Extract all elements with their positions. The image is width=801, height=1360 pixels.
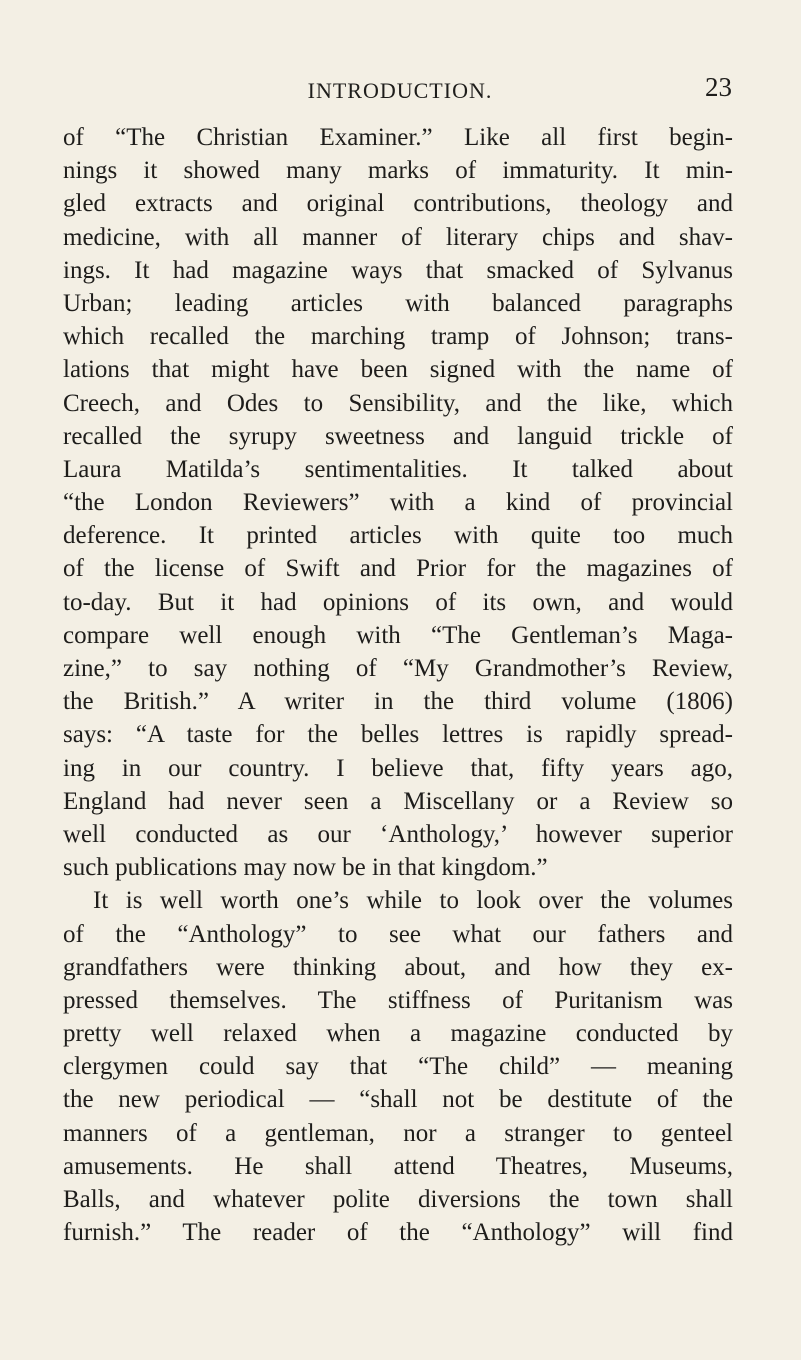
text-line: pressed themselves. The stiffness of Puritanism was: [63, 986, 733, 1014]
paragraph-start-line: It is well worth one’s while to look over the volumes: [93, 887, 733, 915]
text-line: medicine, with all manner of literary chips and shav-: [63, 223, 733, 251]
text-line: the new periodical — “shall not be destitute of the: [63, 1086, 733, 1114]
text-line: of the “Anthology” to see what our fathers and: [63, 920, 733, 948]
text-line: ing in our country. I believe that, fifty years ago,: [63, 754, 733, 782]
text-line: Laura Matilda’s sentimentalities. It talked about: [63, 455, 733, 483]
text-line: of “The Christian Examiner.” Like all first begin-: [63, 124, 733, 151]
text-line: lations that might have been signed with the name of: [63, 356, 733, 384]
text-line: grandfathers were thinking about, and how they ex-: [63, 953, 733, 981]
text-line: the British.” A writer in the third volume (1806): [63, 688, 733, 716]
text-line: deference. It printed articles with quite too much: [63, 522, 733, 550]
text-line: clergymen could say that “The child” — meaning: [63, 1053, 733, 1081]
text-line: well conducted as our ‘Anthology,’ however superior: [63, 820, 733, 848]
text-line: says: “A taste for the belles lettres is rapidly spread-: [63, 721, 733, 749]
text-line: gled extracts and original contributions, theology and: [63, 190, 733, 218]
text-line: Balls, and whatever polite diversions the town shall: [63, 1186, 733, 1213]
text-line: pretty well relaxed when a magazine conducted by: [63, 1020, 733, 1048]
text-line: Creech, and Odes to Sensibility, and the like, which: [63, 389, 733, 417]
text-line: “the London Reviewers” with a kind of provincial: [63, 489, 733, 517]
text-line: England had never seen a Miscellany or a Review so: [63, 787, 733, 815]
text-line: manners of a gentleman, nor a stranger to genteel: [63, 1119, 733, 1147]
text-body: [63, 121, 733, 1249]
text-line: nings it showed many marks of immaturity. It min-: [63, 157, 733, 185]
text-line: which recalled the marching tramp of Johnson; trans-: [63, 323, 733, 351]
text-line: recalled the syrupy sweetness and languid trickle of: [63, 422, 733, 450]
running-head: [60, 72, 740, 112]
text-line: compare well enough with “The Gentleman’s Maga-: [63, 621, 733, 649]
text-line: Urban; leading articles with balanced paragraphs: [63, 289, 733, 317]
text-line: amusements. He shall attend Theatres, Museums,: [63, 1152, 733, 1180]
text-line: zine,” to say nothing of “My Grandmother’s Review,: [63, 655, 733, 682]
text-line: ings. It had magazine ways that smacked of Sylvanus: [63, 256, 733, 284]
chapter-title: INTRODUCTION.: [307, 78, 493, 103]
text-line: such publications may now be in that kingdom.”: [63, 854, 548, 882]
text-line: to-day. But it had opinions of its own, and would: [63, 588, 733, 616]
page-number: 23: [705, 72, 732, 102]
text-line: of the license of Swift and Prior for the magazines of: [63, 555, 733, 583]
text-line: furnish.” The reader of the “Anthology” will find: [63, 1219, 733, 1247]
